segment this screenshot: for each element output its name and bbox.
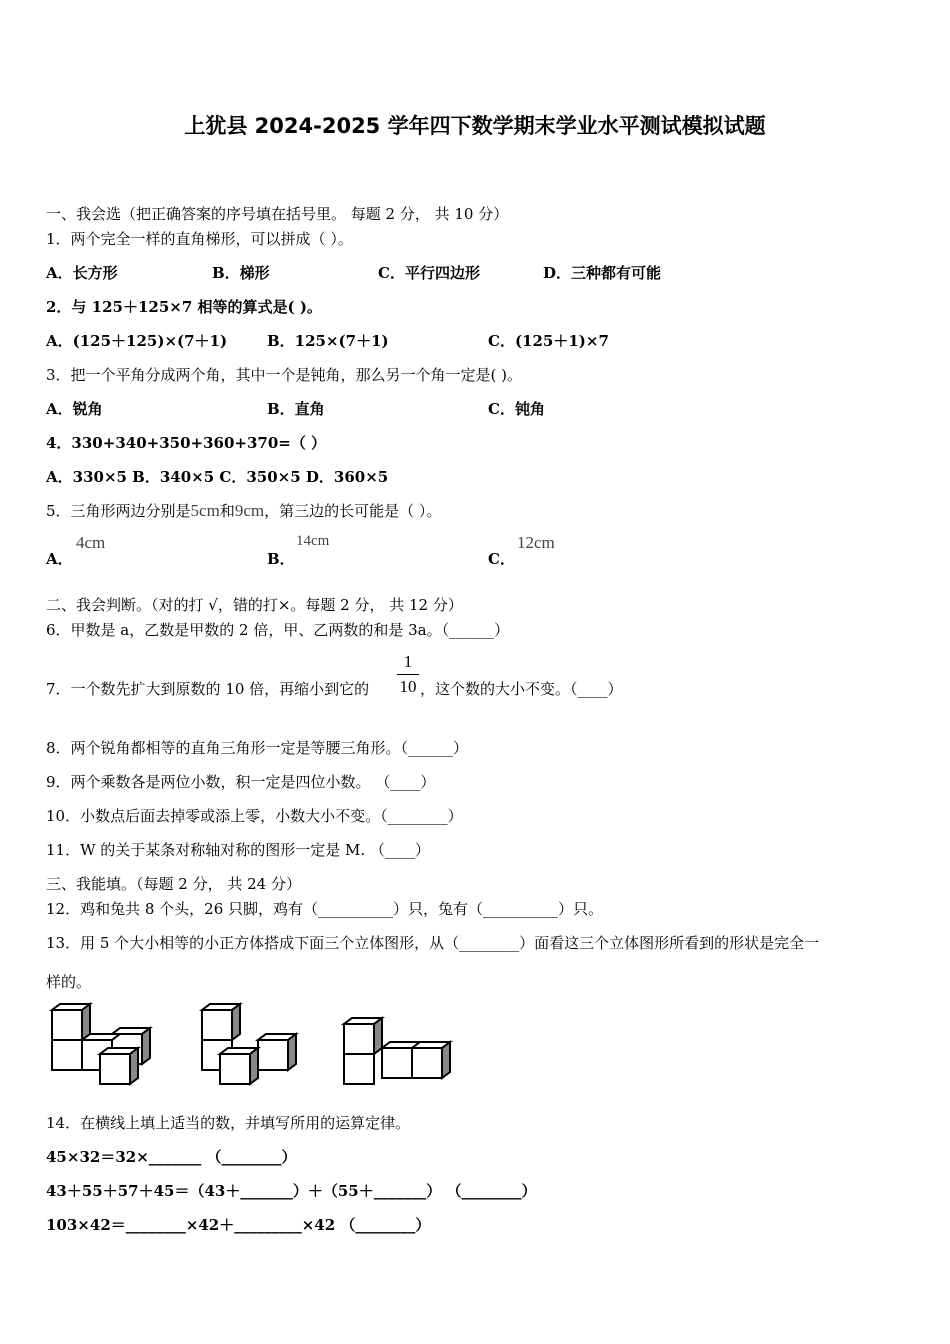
section-1-header: 一、我会选（把正确答案的序号填在括号里。 每题 2 分， 共 10 分）	[46, 205, 509, 223]
q7-fraction-bar	[397, 674, 419, 675]
question-7-part-b: ，这个数的大小不变。（____）	[420, 680, 623, 698]
question-7-part-a: 7．一个数先扩大到原数的 10 倍，再缩小到它的	[46, 680, 370, 698]
q14-line-2: 43＋55＋57＋45＝（43＋_______）＋（55＋_______） （________）	[46, 1182, 537, 1200]
question-9: 9．两个乘数各是两位小数，积一定是四位小数。 （____）	[46, 773, 436, 791]
question-14: 14．在横线上填上适当的数，并填写所用的运算定律。	[46, 1114, 411, 1132]
page-title: 上犹县 2024-2025 学年四下数学期末学业水平测试模拟试题	[184, 114, 766, 138]
question-10: 10．小数点后面去掉零或添上零，小数大小不变。（________）	[46, 807, 463, 825]
q1-option-b: B．梯形	[212, 264, 270, 282]
cube-figure-2	[196, 1000, 306, 1090]
q5-text-c: ，第三边的长可能是（ ）。	[264, 502, 442, 520]
question-13-line-2: 样的。	[46, 973, 92, 991]
question-13-line-1: 13．用 5 个大小相等的小正方体搭成下面三个立体图形，从（________）面看这三个立体图形所看到的形状是完全一	[46, 934, 820, 952]
question-4: 4．330+340+350+360+370=（ ）	[46, 434, 327, 452]
q5-option-c-value: 12cm	[517, 533, 555, 552]
q1-option-c: C．平行四边形	[378, 264, 480, 282]
q3-option-a: A．锐角	[46, 400, 103, 418]
q1-option-a: A．长方形	[46, 264, 118, 282]
question-1: 1．两个完全一样的直角梯形，可以拼成（ ）。	[46, 230, 353, 248]
q5-option-c-label: C．	[488, 550, 515, 568]
q7-fraction-denominator: 10	[399, 677, 417, 696]
q5-option-a-label: A．	[46, 550, 73, 568]
q14-line-1: 45×32＝32×_______ （________）	[46, 1148, 297, 1166]
q1-option-d: D．三种都有可能	[543, 264, 662, 282]
question-2: 2．与 125＋125×7 相等的算式是( )。	[46, 298, 322, 316]
q5-text-a: 5．三角形两边分别是	[46, 502, 191, 520]
question-3: 3．把一个平角分成两个角，其中一个是钝角，那么另一个角一定是( )。	[46, 366, 523, 384]
q2-option-b: B．125×(7＋1)	[267, 332, 389, 350]
q5-unit-1: 5cm	[190, 501, 220, 520]
q5-option-b-value: 14cm	[296, 533, 330, 549]
cube-figure-1	[46, 1000, 156, 1090]
q5-unit-2: 9cm	[234, 501, 265, 520]
q2-option-a: A．(125＋125)×(7＋1)	[46, 332, 228, 350]
question-12: 12．鸡和兔共 8 个头，26 只脚，鸡有（__________）只，兔有（__________）只。	[46, 900, 604, 918]
q7-fraction	[397, 652, 419, 697]
q5-text-b: 和	[219, 502, 235, 520]
question-6: 6．甲数是 a，乙数是甲数的 2 倍，甲、乙两数的和是 3a。（______）	[46, 621, 510, 639]
q7-fraction-numerator: 1	[403, 652, 413, 671]
q3-option-b: B．直角	[267, 400, 325, 418]
q5-option-b-label: B．	[267, 550, 295, 568]
q14-line-3: 103×42＝________×42＋_________×42 （________）	[46, 1216, 431, 1234]
question-8: 8．两个锐角都相等的直角三角形一定是等腰三角形。（______）	[46, 739, 469, 757]
section-3-header: 三、我能填。（每题 2 分， 共 24 分）	[46, 875, 301, 893]
question-5	[46, 500, 441, 521]
section-2-header: 二、我会判断。（对的打 √，错的打×。每题 2 分， 共 12 分）	[46, 596, 463, 614]
q2-option-c: C．(125＋1)×7	[488, 332, 609, 350]
q3-option-c: C．钝角	[488, 400, 545, 418]
q5-option-a-value: 4cm	[76, 533, 106, 552]
question-11: 11．W 的关于某条对称轴对称的图形一定是 M. （____）	[46, 841, 430, 859]
q4-options: A．330×5 B．340×5 C．350×5 D．360×5	[46, 468, 389, 486]
cube-figure-3	[338, 1008, 458, 1088]
